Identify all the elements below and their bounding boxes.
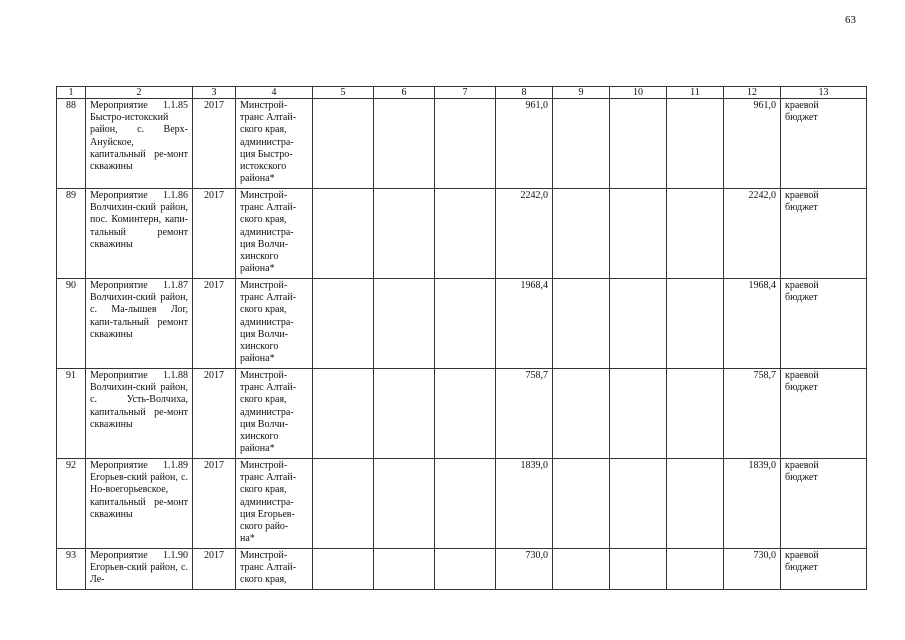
col11-cell	[667, 459, 724, 549]
row-number: 92	[57, 459, 86, 549]
col12-amount: 961,0	[724, 99, 781, 189]
col6-cell	[374, 99, 435, 189]
header-row	[57, 87, 867, 99]
row-number: 88	[57, 99, 86, 189]
col7-cell	[435, 279, 496, 369]
responsible-cell: Минстрой- транс Алтай- ского края, администра- ция Егорьев- ского райо- на*	[236, 459, 313, 549]
col11-cell	[667, 549, 724, 590]
measure-name: Мероприятие 1.1.86 Волчихин-ский район, пос. Коминтерн, капи-тальный ремонт скважины	[86, 189, 193, 279]
col11-cell	[667, 369, 724, 459]
year-cell: 2017	[193, 369, 236, 459]
measure-name: Мероприятие 1.1.88 Волчихин-ский район, с. Усть-Волчиха, капитальный ре-монт скважины	[86, 369, 193, 459]
year-cell: 2017	[193, 189, 236, 279]
col12-amount: 758,7	[724, 369, 781, 459]
col10-cell	[610, 459, 667, 549]
responsible-cell: Минстрой- транс Алтай- ского края, администра- ция Волчи- хинского района*	[236, 279, 313, 369]
row-number: 91	[57, 369, 86, 459]
col5-cell	[313, 369, 374, 459]
measure-name: Мероприятие 1.1.87 Волчихин-ский район, с. Ма-лышев Лог, капи-тальный ремонт скважины	[86, 279, 193, 369]
col9-cell	[553, 189, 610, 279]
funding-source: краевой бюджет	[781, 189, 867, 279]
year-cell: 2017	[193, 279, 236, 369]
col11-cell	[667, 189, 724, 279]
col12-amount: 2242,0	[724, 189, 781, 279]
row-number: 90	[57, 279, 86, 369]
col7-cell	[435, 459, 496, 549]
funding-source: краевой бюджет	[781, 99, 867, 189]
measure-name: Мероприятие 1.1.89 Егорьев-ский район, с. Но-воегорьевское, капитальный ре-монт скважины	[86, 459, 193, 549]
col8-amount: 758,7	[496, 369, 553, 459]
col5-cell	[313, 189, 374, 279]
funding-source: краевой бюджет	[781, 369, 867, 459]
col12-amount: 1839,0	[724, 459, 781, 549]
responsible-cell: Минстрой- транс Алтай- ского края,	[236, 549, 313, 590]
funding-source: краевой бюджет	[781, 459, 867, 549]
table-row	[57, 459, 867, 549]
col11-cell	[667, 279, 724, 369]
col11-cell	[667, 99, 724, 189]
funding-source: краевой бюджет	[781, 549, 867, 590]
col6-cell	[374, 549, 435, 590]
col6-cell	[374, 459, 435, 549]
col7-cell	[435, 369, 496, 459]
program-measures-table	[56, 86, 867, 590]
header-cell: 11	[667, 87, 724, 99]
col5-cell	[313, 279, 374, 369]
responsible-cell: Минстрой- транс Алтай- ского края, администра- ция Волчи- хинского района*	[236, 189, 313, 279]
col9-cell	[553, 369, 610, 459]
header-cell: 12	[724, 87, 781, 99]
header-cell: 8	[496, 87, 553, 99]
row-number: 93	[57, 549, 86, 590]
header-cell: 6	[374, 87, 435, 99]
col6-cell	[374, 189, 435, 279]
col8-amount: 1839,0	[496, 459, 553, 549]
col10-cell	[610, 279, 667, 369]
header-cell: 10	[610, 87, 667, 99]
col8-amount: 1968,4	[496, 279, 553, 369]
responsible-cell: Минстрой- транс Алтай- ского края, администра- ция Волчи- хинского района*	[236, 369, 313, 459]
year-cell: 2017	[193, 549, 236, 590]
table-row	[57, 549, 867, 590]
header-cell: 4	[236, 87, 313, 99]
table-row	[57, 369, 867, 459]
responsible-cell: Минстрой- транс Алтай- ского края, администра- ция Быстро- истокского района*	[236, 99, 313, 189]
col12-amount: 1968,4	[724, 279, 781, 369]
col10-cell	[610, 99, 667, 189]
col9-cell	[553, 549, 610, 590]
header-cell: 13	[781, 87, 867, 99]
col7-cell	[435, 99, 496, 189]
col6-cell	[374, 279, 435, 369]
col7-cell	[435, 189, 496, 279]
col8-amount: 730,0	[496, 549, 553, 590]
col5-cell	[313, 99, 374, 189]
table-row	[57, 99, 867, 189]
header-cell: 1	[57, 87, 86, 99]
col10-cell	[610, 369, 667, 459]
year-cell: 2017	[193, 459, 236, 549]
col12-amount: 730,0	[724, 549, 781, 590]
col6-cell	[374, 369, 435, 459]
header-cell: 2	[86, 87, 193, 99]
row-number: 89	[57, 189, 86, 279]
measure-name: Мероприятие 1.1.90 Егорьев-ский район, с. Ле-	[86, 549, 193, 590]
year-cell: 2017	[193, 99, 236, 189]
col10-cell	[610, 189, 667, 279]
funding-source: краевой бюджет	[781, 279, 867, 369]
col9-cell	[553, 99, 610, 189]
col10-cell	[610, 549, 667, 590]
col7-cell	[435, 549, 496, 590]
col9-cell	[553, 279, 610, 369]
table-row	[57, 279, 867, 369]
page-number: 63	[845, 14, 856, 26]
col8-amount: 2242,0	[496, 189, 553, 279]
table-row	[57, 189, 867, 279]
col5-cell	[313, 549, 374, 590]
header-cell: 7	[435, 87, 496, 99]
col9-cell	[553, 459, 610, 549]
measure-name: Мероприятие 1.1.85 Быстро-истокский район, с. Верх-Ануйское, капитальный ре-монт скважины	[86, 99, 193, 189]
header-cell: 5	[313, 87, 374, 99]
header-cell: 9	[553, 87, 610, 99]
col8-amount: 961,0	[496, 99, 553, 189]
col5-cell	[313, 459, 374, 549]
header-cell: 3	[193, 87, 236, 99]
